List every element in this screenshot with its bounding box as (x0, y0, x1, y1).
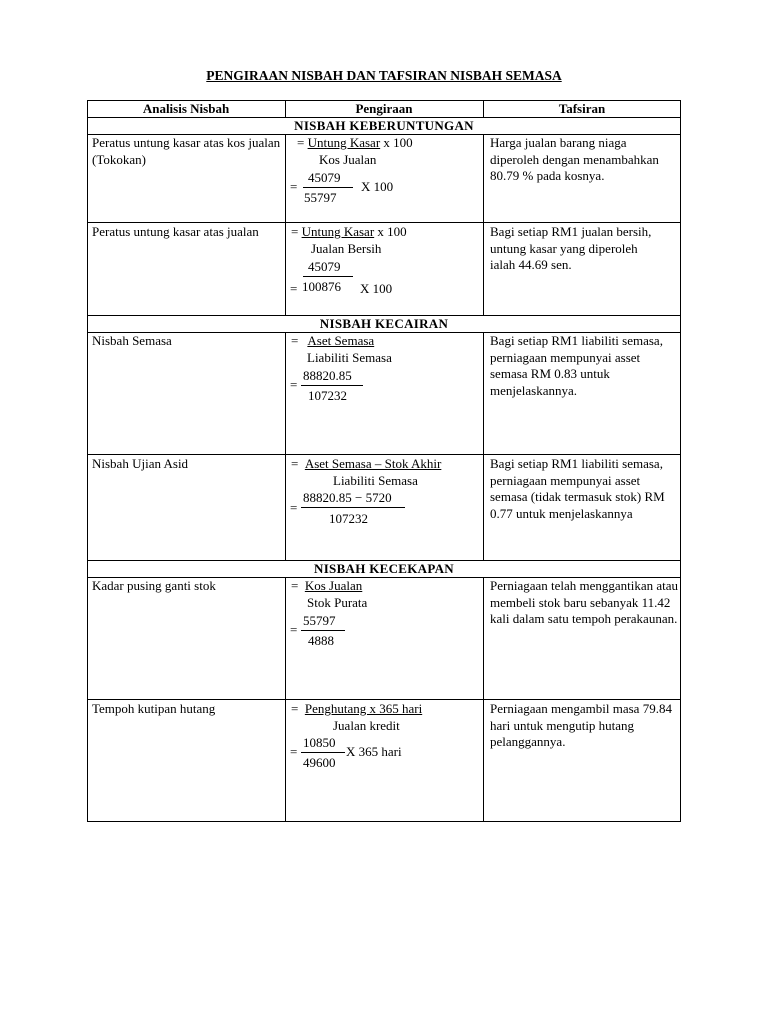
calc-denominator: 49600 (303, 755, 336, 770)
formula-numerator: = Aset Semasa – Stok Akhir (291, 456, 442, 471)
calc-denominator: 4888 (308, 633, 334, 648)
calc-denominator: 107232 (329, 511, 368, 526)
formula-numerator: = Untung Kasar x 100 (297, 135, 413, 150)
calc-denominator: 55797 (304, 190, 337, 205)
header-analisis: Analisis Nisbah (142, 101, 230, 116)
equals-sign: = (290, 179, 298, 194)
calc-numerator: 55797 (303, 613, 336, 628)
calc-numerator: 45079 (308, 259, 341, 274)
formula-numerator: = Aset Semasa (291, 333, 375, 348)
equals-sign: = (290, 744, 298, 759)
row-name: Kadar pusing ganti stok (92, 578, 216, 593)
equals-sign: = (290, 622, 298, 637)
page-title: PENGIRAAN NISBAH DAN TAFSIRAN NISBAH SEMASA (206, 68, 562, 83)
section-kecairan: NISBAH KECAIRAN (319, 316, 449, 331)
formula-numerator: = Untung Kasar x 100 (291, 224, 407, 239)
formula-numerator: = Kos Jualan (291, 578, 363, 593)
equals-sign: = (290, 281, 298, 296)
calc-numerator: 88820.85 − 5720 (303, 490, 392, 505)
calc-multiplier: X 100 (361, 179, 394, 194)
row-name: Nisbah Semasa (92, 333, 172, 348)
formula-numerator: = Penghutang x 365 hari (291, 701, 423, 716)
calc-numerator: 10850 (303, 735, 336, 750)
calc-denominator: 107232 (308, 388, 347, 403)
formula-denominator: Liabiliti Semasa (307, 350, 392, 365)
ratio-table (87, 100, 681, 822)
row-interpretation: Harga jualan barang niaga diperoleh dengan menambahkan 80.79 % pada kosnya. (490, 135, 659, 183)
formula-denominator: Kos Jualan (319, 152, 377, 167)
calc-denominator: 100876 (302, 279, 341, 294)
equals-sign: = (290, 500, 298, 515)
calc-numerator: 45079 (308, 170, 341, 185)
header-pengiraan: Pengiraan (355, 101, 413, 116)
row-name: Nisbah Ujian Asid (92, 456, 189, 471)
equals-sign: = (290, 377, 298, 392)
calc-multiplier: X 365 hari (346, 744, 402, 759)
calc-multiplier: X 100 (360, 281, 393, 296)
section-kecekapan: NISBAH KECEKAPAN (314, 561, 454, 576)
header-tafsiran: Tafsiran (558, 101, 606, 116)
formula-denominator: Jualan Bersih (311, 241, 382, 256)
formula-denominator: Liabiliti Semasa (333, 473, 418, 488)
section-keberuntungan: NISBAH KEBERUNTUNGAN (294, 118, 474, 133)
row-interpretation: Perniagaan mengambil masa 79.84 hari untuk mengutip hutang pelanggannya. (490, 701, 672, 749)
row-name: Peratus untung kasar atas jualan (92, 224, 259, 239)
row-name: Peratus untung kasar atas kos jualan (Tokokan) (92, 135, 281, 167)
formula-denominator: Jualan kredit (333, 718, 400, 733)
row-name: Tempoh kutipan hutang (92, 701, 216, 716)
calc-numerator: 88820.85 (303, 368, 352, 383)
row-interpretation: Perniagaan telah menggantikan atau membeli stok baru sebanyak 11.42 kali dalam satu tempoh perakaunan. (490, 578, 679, 626)
row-interpretation: Bagi setiap RM1 liabiliti semasa, perniagaan mempunyai asset semasa (tidak termasuk stok) RM 0.77 untuk menjelaskannya (490, 456, 665, 521)
formula-denominator: Stok Purata (307, 595, 368, 610)
row-interpretation: Bagi setiap RM1 liabiliti semasa, perniagaan mempunyai asset semasa RM 0.83 untuk menjelaskannya. (490, 333, 663, 398)
row-interpretation: Bagi setiap RM1 jualan bersih, untung kasar yang diperoleh ialah 44.69 sen. (490, 224, 652, 272)
